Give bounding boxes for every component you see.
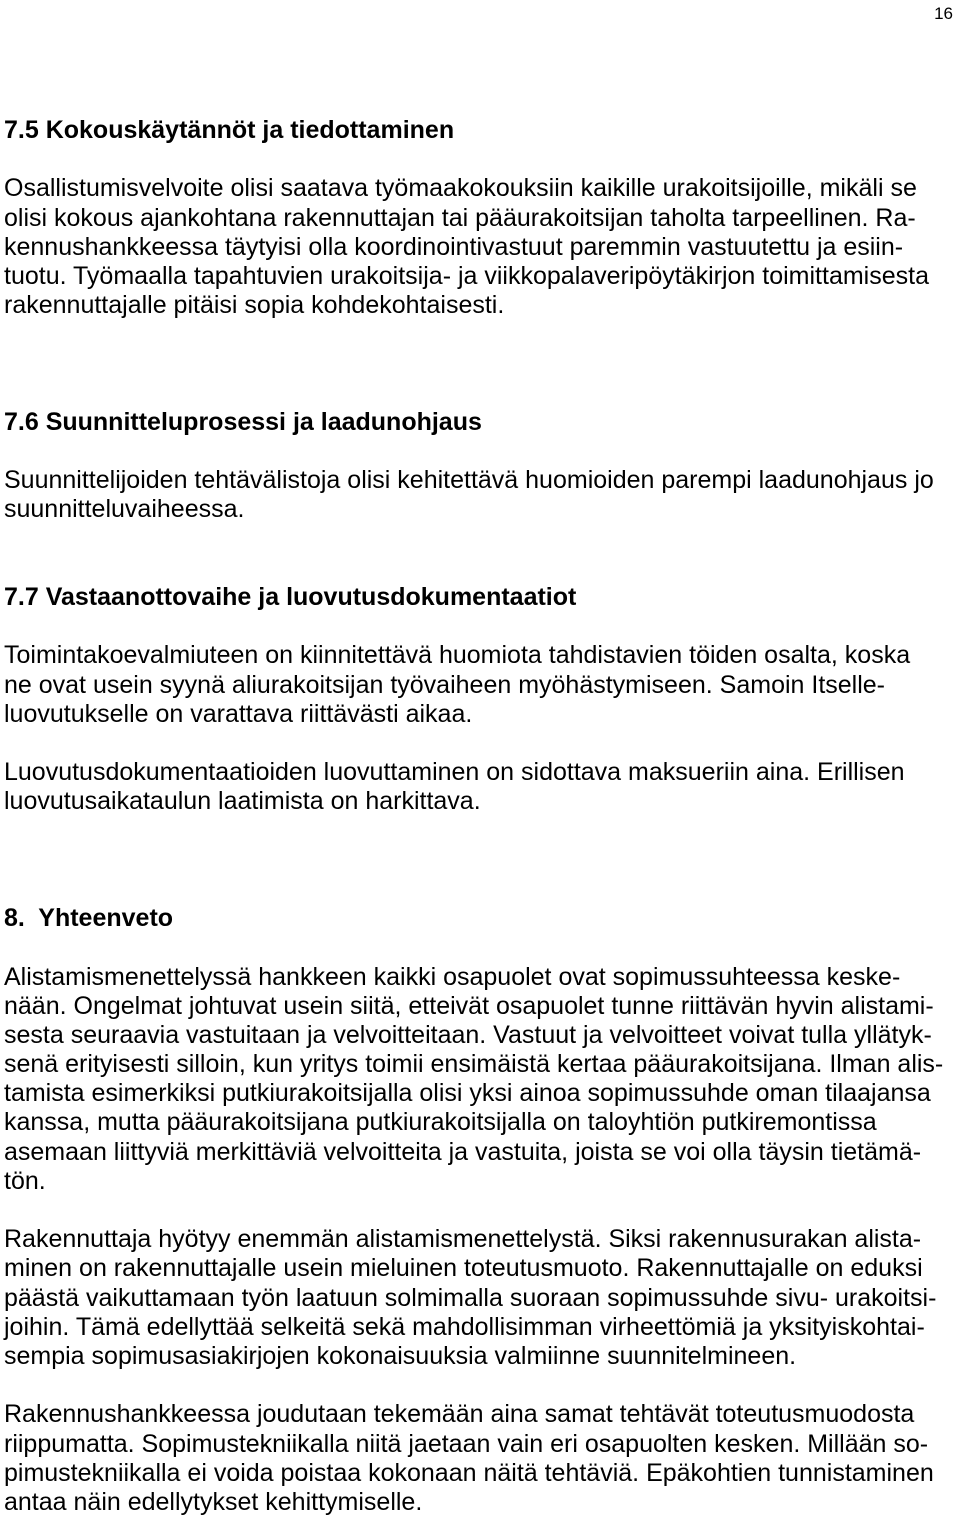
section-7-6 [4,408,956,525]
text-line: Suunnittelijoiden tehtävälistoja olisi kehitettävä huomioiden parempi laadunohjaus jo [4,466,934,495]
section-heading: 8. Yhteenveto [4,904,174,933]
text-line: Alistamismenettelyssä hankkeen kaikki osapuolet ovat sopimussuhteessa keske- [4,962,901,991]
document-body [4,116,956,1517]
text-line: olisi kokous ajankohtana rakennuttajan tai pääurakoitsijan taholta tarpeellinen. Ra- [4,203,916,232]
text-line: Rakennuttaja hyötyy enemmän alistamismenettelystä. Siksi rakennusurakan alista- [4,1225,922,1254]
section-heading: 7.7 Vastaanottovaihe ja luovutusdokumentaatiot [4,583,577,612]
text-line: nään. Ongelmat johtuvat usein siitä, etteivät osapuolet tunne riittävän hyvin alistami- [4,991,934,1020]
paragraph [4,1225,956,1371]
text-line: tön. [4,1166,46,1195]
text-line: asemaan liittyviä merkittäviä velvoitteita ja vastuita, joista se voi olla täysin tietämä- [4,1137,922,1166]
text-line: suunnitteluvaiheessa. [4,495,245,524]
text-line: Osallistumisvelvoite olisi saatava työmaakokouksiin kaikille urakoitsijoille, mikäli se [4,174,917,203]
text-line: rakennuttajalle pitäisi sopia kohdekohtaisesti. [4,291,505,320]
text-line: tamista esimerkiksi putkiurakoitsijalla olisi yksi ainoa sopimussuhde oman tilaajansa [4,1079,931,1108]
paragraph [4,1400,956,1517]
text-line: minen on rakennuttajalle usein mieluinen toteutusmuoto. Rakennuttajalle on eduksi [4,1254,923,1283]
text-line: Luovutusdokumentaatioiden luovuttaminen on sidottava maksueriin aina. Erillisen [4,758,905,787]
text-line: sempia sopimusasiakirjojen kokonaisuuksia valmiinne suunnitelmineen. [4,1341,797,1370]
text-line: sesta seuraavia vastuitaan ja velvoitteitaan. Vastuut ja velvoitteet voivat tulla yllätyk- [4,1020,932,1049]
text-line: kanssa, mutta pääurakoitsijana putkiurakoitsijalla on taloyhtiön putkiremontissa [4,1108,877,1137]
text-line: antaa näin edellytykset kehittymiselle. [4,1487,423,1516]
text-line: Rakennushankkeessa joudutaan tekemään aina samat tehtävät toteutusmuodosta [4,1400,915,1429]
text-line: pimustekniikalla ei voida poistaa kokonaan näitä tehtäviä. Epäkohtien tunnistaminen [4,1458,934,1487]
text-line: kennushankkeessa täytyisi olla koordinointivastuut paremmin vastuutettu ja esiin- [4,232,904,261]
text-line: luovutukselle on varattava riittävästi aikaa. [4,699,473,728]
paragraph [4,758,956,816]
text-line: Toimintakoevalmiuteen on kiinnitettävä huomiota tahdistavien töiden osalta, koska [4,641,911,670]
section-heading: 7.6 Suunnitteluprosessi ja laadunohjaus [4,407,482,436]
text-line: riippumatta. Sopimustekniikalla niitä jaetaan vain eri osapuolten kesken. Millään so- [4,1429,929,1458]
paragraph [4,174,956,320]
text-line: joihin. Tämä edellyttää selkeitä sekä mahdollisimman virheettömiä ja yksityiskohtai- [4,1312,925,1341]
paragraph [4,466,956,524]
text-line: päästä vaikuttamaan työn laatuun solmimalla suoraan sopimussuhde sivu- urakoitsi- [4,1283,937,1312]
paragraph [4,963,956,1197]
section-8 [4,904,956,1517]
text-line: ne ovat usein syynä aliurakoitsijan työvaiheen myöhästymiseen. Samoin Itselle- [4,670,886,699]
text-line: luovutusaikataulun laatimista on harkittava. [4,787,481,816]
section-7-5 [4,116,956,320]
section-7-7 [4,583,956,817]
text-line: senä erityisesti silloin, kun yritys toimii ensimäistä kertaa pääurakoitsijana. Ilman alis- [4,1050,944,1079]
paragraph [4,641,956,729]
text-line: tuotu. Työmaalla tapahtuvien urakoitsija- ja viikkopalaveripöytäkirjon toimittamisesta [4,261,929,290]
page-number: 16 [934,4,953,23]
section-heading: 7.5 Kokouskäytännöt ja tiedottaminen [4,116,455,144]
